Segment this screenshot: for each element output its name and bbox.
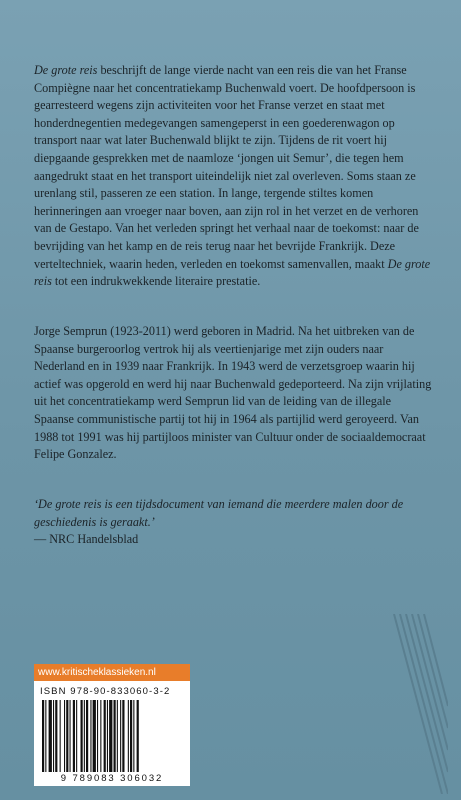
press-quote-source: — NRC Handelsblad <box>34 532 139 547</box>
blurb-text: beschrijft de lange vierde nacht van een reis die van het Franse Compiègne naar het concentratiekamp Buchenwald voert. De hoofdpersoon is gearresteerd wegens zijn activiteiten voor het Franse verzet en staat met honderdnegentien medegevangen samengeperst in een goederenwagon op transport naar wat later Buchenwald blijkt te zijn. Tijdens de rit voert hij diepgaande gesprekken met de naamloze ‘jongen uit Semur’, die tegen hem aangedrukt staat en het transport uiteindelijk niet zal overleven. Soms staan ze urenlang stil, passeren ze een station. In lange, tergende stiltes komen herinneringen aan vroeger naar boven, aan zijn rol in het verzet en de verhoren van de Gestapo. Van het verleden springt het verhaal naar de toekomst: naar de bevrijding van het kamp en de reis terug naar het bevrijde Frankrijk. Deze verteltechniek, waarin heden, verleden en toekomst samenvallen, maakt <box>34 63 419 271</box>
press-quote <box>34 496 432 549</box>
barcode-panel <box>34 664 190 786</box>
blurb-text-end: tot een indrukwekkende literaire prestatie. <box>51 274 261 289</box>
book-title-reference-2: De grote reis <box>34 256 431 289</box>
author-bio-paragraph <box>34 323 432 464</box>
barcode-digits: 9 789083 306032 <box>60 773 164 784</box>
publisher-url: www.kritischeklassieken.nl <box>34 664 190 681</box>
isbn-label: ISBN 978-90-833060-3-2 <box>40 686 171 697</box>
barcode-icon <box>42 700 182 772</box>
press-quote-text: ‘De grote reis is een tijdsdocument van iemand die meerdere malen door de geschiedenis is geraakt.’ <box>34 497 404 529</box>
author-bio-text: Jorge Semprun (1923-2011) werd geboren in Madrid. Na het uitbreken van de Spaanse burgeroorlog vertrok hij als veertienjarige met zijn ouders naar Nederland en in 1939 naar Frankrijk. In 1943 werd de verzetsgroep waarin hij actief was opgerold en werd hij naar Buchenwald gedeporteerd. Na zijn vrijlating uit het concentratiekamp werd Semprun lid van de leiding van de illegale Spaanse communistische partij tot hij in 1964 als partijlid werd geroyeerd. Van 1988 tot 1991 was hij partijloos minister van Cultuur onder de sociaaldemocraat Felipe Gonzalez. <box>34 324 432 462</box>
book-title-reference: De grote reis <box>34 63 98 77</box>
blurb-paragraph <box>34 62 432 291</box>
stacked-lines-logo-icon <box>392 614 448 794</box>
